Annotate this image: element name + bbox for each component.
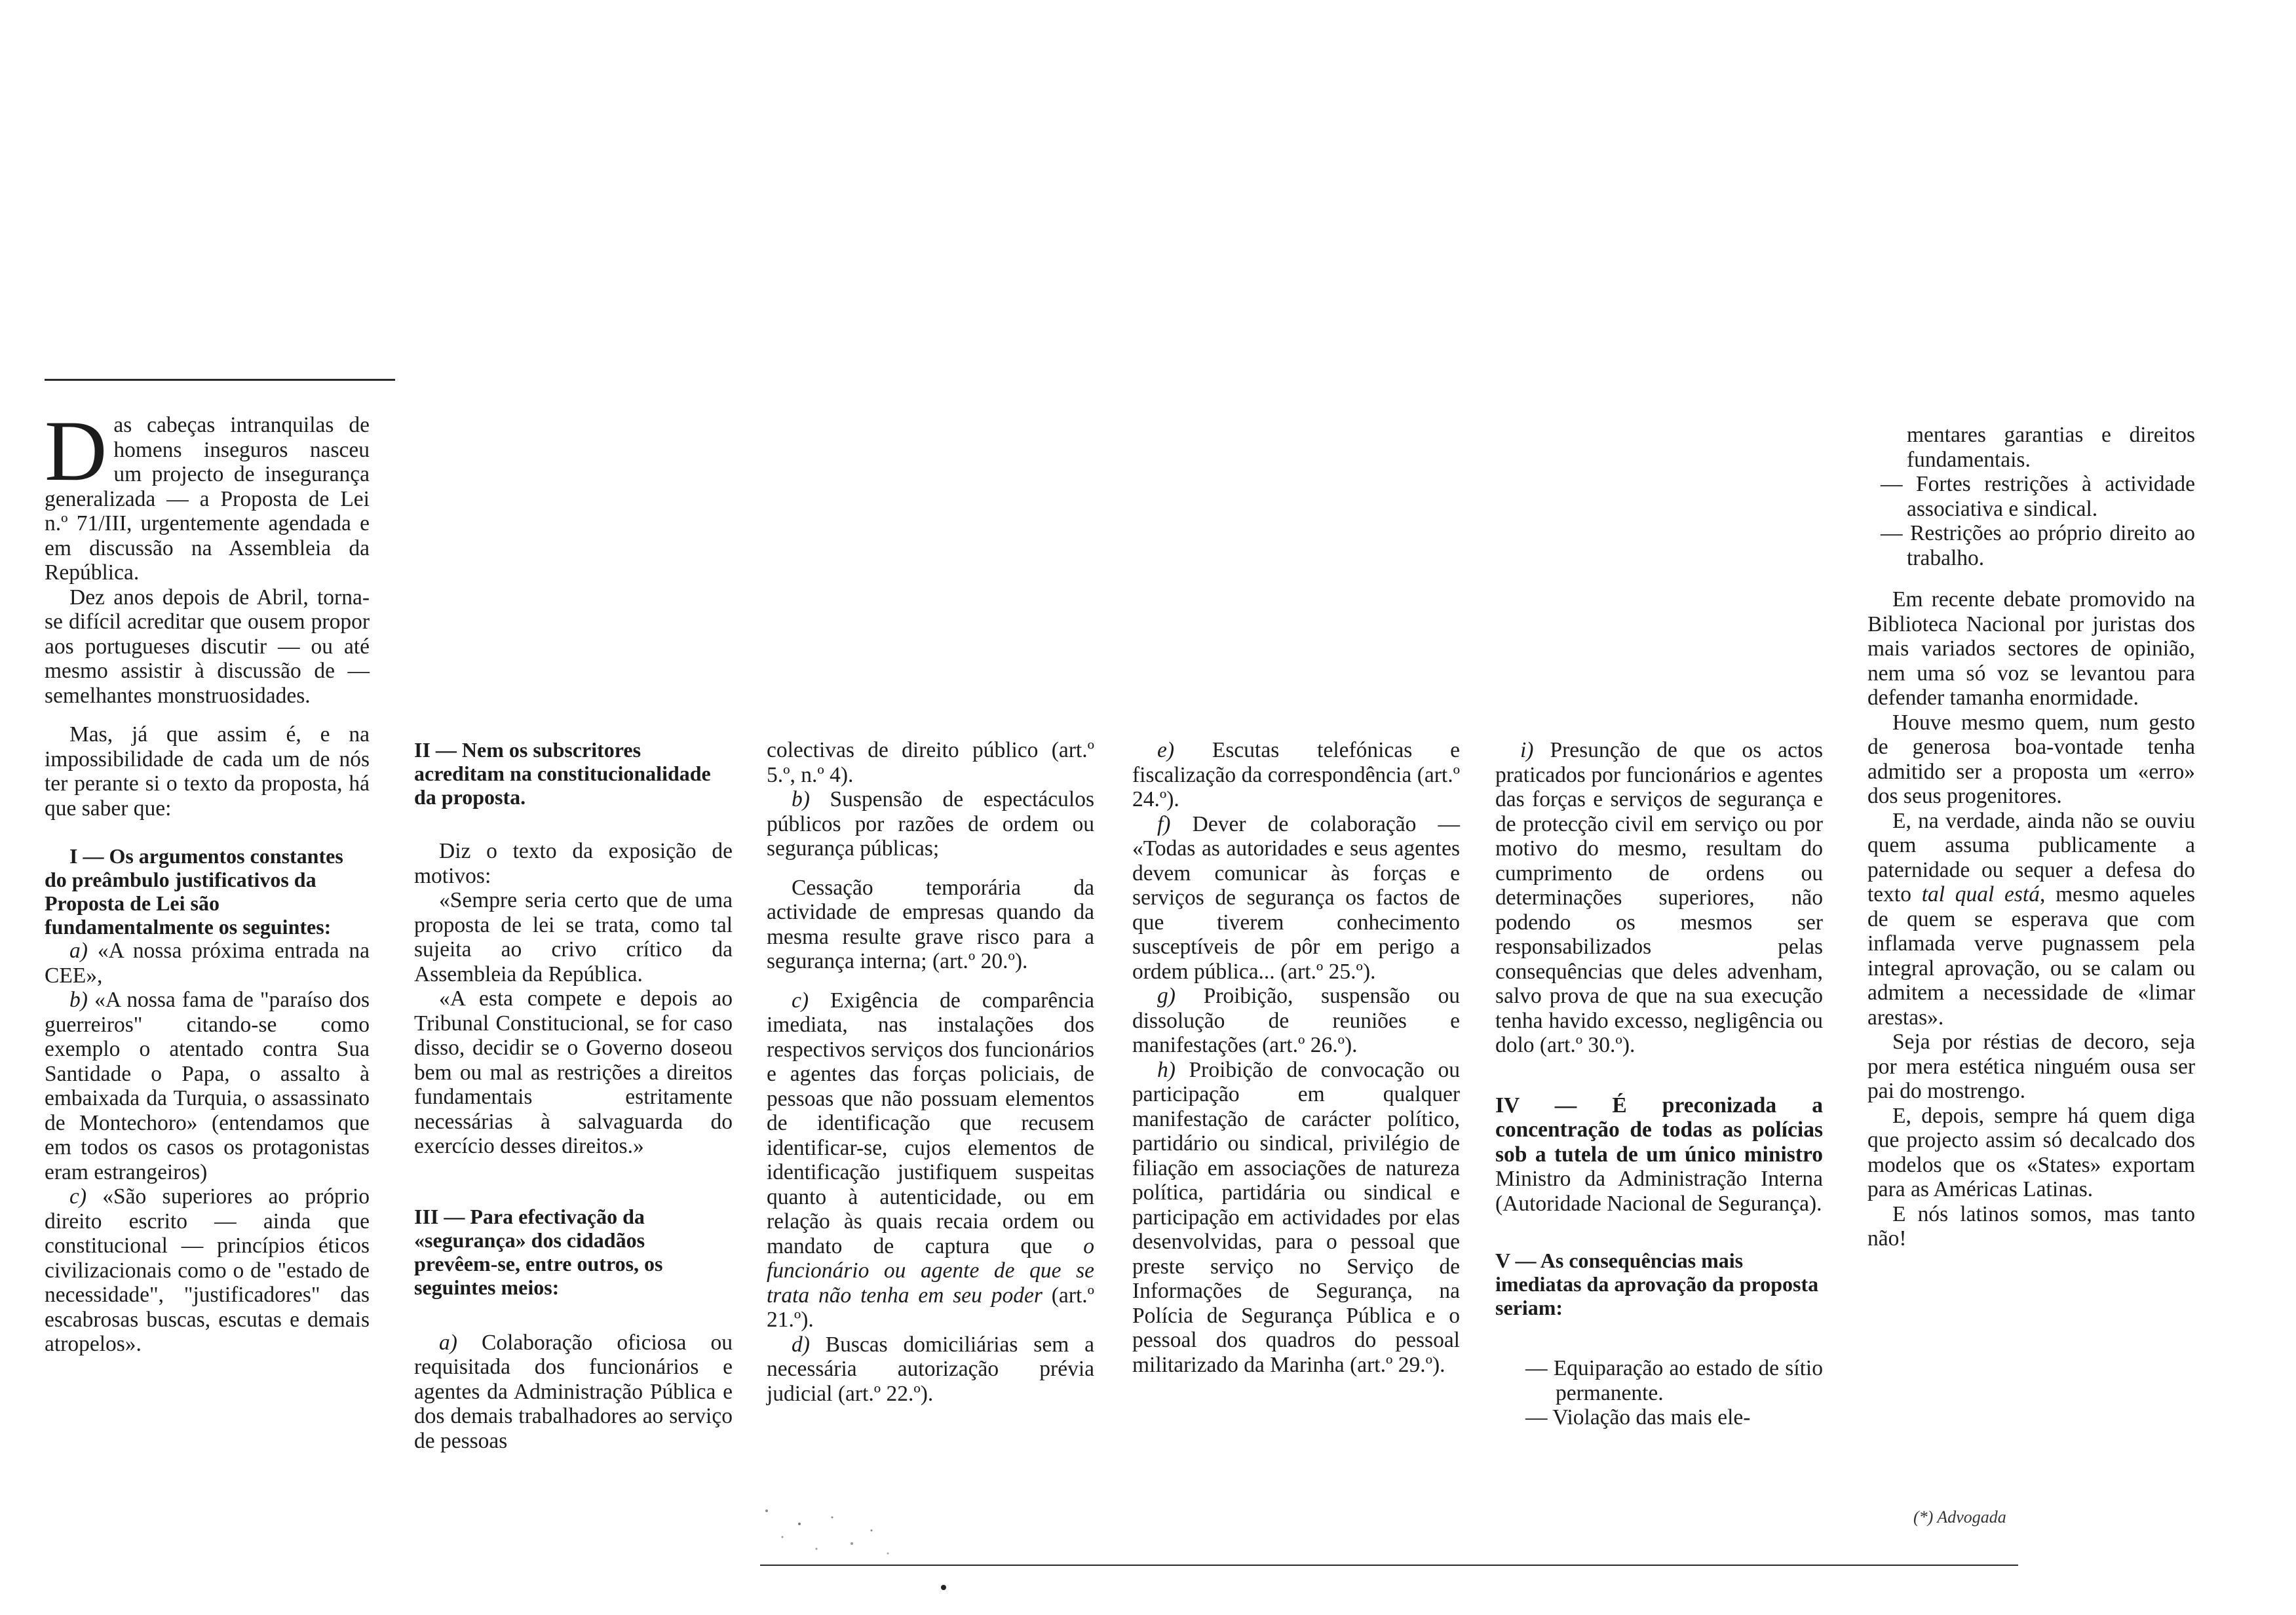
page-dot: [941, 1585, 946, 1590]
scan-noise: [754, 1491, 904, 1563]
col3-paragraph: Cessação temporária da actividade de empresas quando da mesma resulte grave risco para a segurança interna; (art.º 20.º).: [767, 875, 1094, 973]
col5-item-i: i) Presunção de que os actos praticados por funcionários e agentes das forças e serviços de segurança e de protecção civil em serviço ou por motivo do mesmo, resultam do cumprimento de ordens ou determinações superiores, não podendo os mesmos ser responsabilizados pelas consequências que deles advenham, salvo prova de que na sua execução tenha havido excesso, negligência ou dolo (art.º 30.º).: [1495, 738, 1823, 1057]
col2-paragraph: «A esta compete e depois ao Tribunal Constitucional, se for caso disso, decidir se o Governo doseou bem ou mal as restrições a direitos fundamentais estritamente necessárias à salvaguarda do exercício desses direitos.»: [414, 986, 733, 1158]
col2-paragraph: «Sempre seria certo que de uma proposta de lei se trata, como tal sujeita ao crivo crítico da Assembleia da República.: [414, 888, 733, 986]
col1-item-c: c) «São superiores ao próprio direito escrito — ainda que constitucional — princípios éticos civilizacionais como o de "estado de necessidade", "justificadores" das escabrosas buscas, escutas e demais atropelos».: [45, 1184, 370, 1356]
col4-item-e: e) Escutas telefónicas e fiscalização da correspondência (art.º 24.º).: [1132, 738, 1460, 811]
col6-paragraph: E, depois, sempre há quem diga que projecto assim só decalcado dos modelos que os «States» exportam para as Américas Latinas.: [1867, 1103, 2195, 1201]
col6-paragraph: E nós latinos somos, mas tanto não!: [1867, 1201, 2195, 1251]
section-heading-v: V — As consequências mais imediatas da aprovação da proposta seriam:: [1495, 1249, 1819, 1319]
col6-bullet: — Restrições ao próprio direito ao trabalho.: [1881, 521, 2195, 570]
col4-item-g: g) Proibição, suspensão ou dissolução de reuniões e manifestações (art.º 26.º).: [1132, 984, 1460, 1057]
col1-paragraph: Dez anos depois de Abril, torna-se difícil acreditar que ousem propor aos portugueses discutir — ou até mesmo assistir à discussão de — semelhantes monstruosidades.: [45, 585, 370, 708]
col1-paragraph: as cabeças intranquilas de homens inseguros nasceu um projecto de insegurança generalizada — a Proposta de Lei n.º 71/III, urgentemente agendada e em discussão na Assembleia da República.: [45, 413, 370, 585]
column-1: [45, 402, 370, 1357]
column-2: [414, 738, 733, 1453]
section-heading-ii: II — Nem os subscritores acreditam na constitucionalidade da proposta.: [414, 738, 711, 809]
col4-item-f: f) Dever de colaboração — «Todas as autoridades e seus agentes devem comunicar às forças e serviços de segurança os factos de que tiverem conhecimento susceptíveis de pôr em perigo a ordem pública... (art.º 25.º).: [1132, 811, 1461, 984]
col6-paragraph: Em recente debate promovido na Biblioteca Nacional por juristas dos mais variados sectores de opinião, nem uma só voz se levantou para defender tamanha enormidade.: [1867, 587, 2195, 710]
col6-continuation: mentares garantias e direitos fundamentais.: [1907, 423, 2195, 472]
col1-item-b: b) «A nossa fama de "paraíso dos guerreiros" citando-se como exemplo o atentado contra Sua Santidade o Papa, o assalto à embaixada da Turquia, o assassinato de Montechoro» (entendamos que em todos os casos os protagonistas eram estrangeiros): [45, 988, 370, 1184]
author-byline: (*) Advogada: [1913, 1508, 2006, 1527]
col3-item-b: b) Suspensão de espectáculos públicos por razões de ordem ou segurança públicas;: [767, 787, 1094, 861]
col5-bullet: — Violação das mais ele-: [1525, 1405, 1751, 1430]
col3-item-d: d) Buscas domiciliárias sem a necessária autorização prévia judicial (art.º 22.º).: [767, 1332, 1095, 1406]
col3-item-c: c) Exigência de comparência imediata, nas instalações dos respectivos serviços dos funcionários e agentes das forças policiais, de pessoas que não possuam elementos de identificação que recusem identificar-se, cujos elementos de identificação justifiquem suspeitas quanto à autenticidade, ou em relação às quais recaia ordem ou mandato de captura que o funcionário ou agente de que se trata não tenha em seu poder (art.º 21.º).: [767, 988, 1095, 1332]
section-heading-iii: III — Para efectivação da «segurança» dos cidadãos prevêem-se, entre outros, os seguintes meios:: [414, 1204, 663, 1299]
section-iv: IV — É preconizada a concentração de todas as polícias sob a tutela de um único ministro Ministro da Administração Interna (Autoridade Nacional de Segurança).: [1495, 1093, 1823, 1216]
col6-paragraph: Houve mesmo quem, num gesto de generosa boa-vontade tenha admitido ser a proposta um «erro» dos seus progenitores.: [1867, 710, 2195, 808]
col3-paragraph: colectivas de direito público (art.º 5.º, n.º 4).: [767, 738, 1094, 787]
col1-paragraph: Mas, já que assim é, e na impossibilidade de cada um de nós ter perante si o texto da proposta, há que saber que:: [45, 722, 370, 821]
bottom-rule: [760, 1565, 2018, 1566]
col4-item-h: h) Proibição de convocação ou participação em qualquer manifestação de carácter político, partidário ou sindical, privilégio de filiação em associações de natureza política, partidária ou sindical e participação em actividades por elas desenvolvidas, para o pessoal que preste serviço no Serviço de Informações de Segurança, na Polícia de Segurança Pública e o pessoal dos quadros do pessoal militarizado da Marinha (art.º 29.º).: [1132, 1057, 1460, 1377]
column-4: [1132, 738, 1460, 1377]
col1-item-a: a) «A nossa próxima entrada na CEE»,: [45, 939, 370, 988]
column-5: [1495, 738, 1823, 1430]
col6-paragraph: E, na verdade, ainda não se ouviu quem assuma publicamente a paternidade ou sequer a defesa do texto tal qual está, mesmo aqueles de quem se esperava que com inflamada verve pugnassem pela integral aprovação, ou se calam ou admitem a necessidade de «limar arestas».: [1867, 808, 2195, 1030]
top-rule: [45, 379, 395, 381]
drop-cap: D: [45, 402, 107, 499]
col5-bullet: — Equiparação ao estado de sítio permanente.: [1525, 1356, 1823, 1405]
col2-item-a: a) Colaboração oficiosa ou requisitada dos funcionários e agentes da Administração Pública e dos demais trabalhadores ao serviço de pessoas: [414, 1330, 733, 1453]
column-3: [767, 738, 1094, 1406]
col2-paragraph: Diz o texto da exposição de motivos:: [414, 839, 733, 888]
column-6: [1867, 423, 2195, 1251]
col6-bullet: — Fortes restrições à actividade associativa e sindical.: [1881, 472, 2195, 521]
section-heading-i: I — Os argumentos constantes do preâmbulo justificativos da Proposta de Lei são fundamentalmente os seguintes:: [45, 844, 343, 939]
col6-paragraph: Seja por réstias de decoro, seja por mera estética ninguém ousa ser pai do mostrengo.: [1867, 1030, 2195, 1103]
